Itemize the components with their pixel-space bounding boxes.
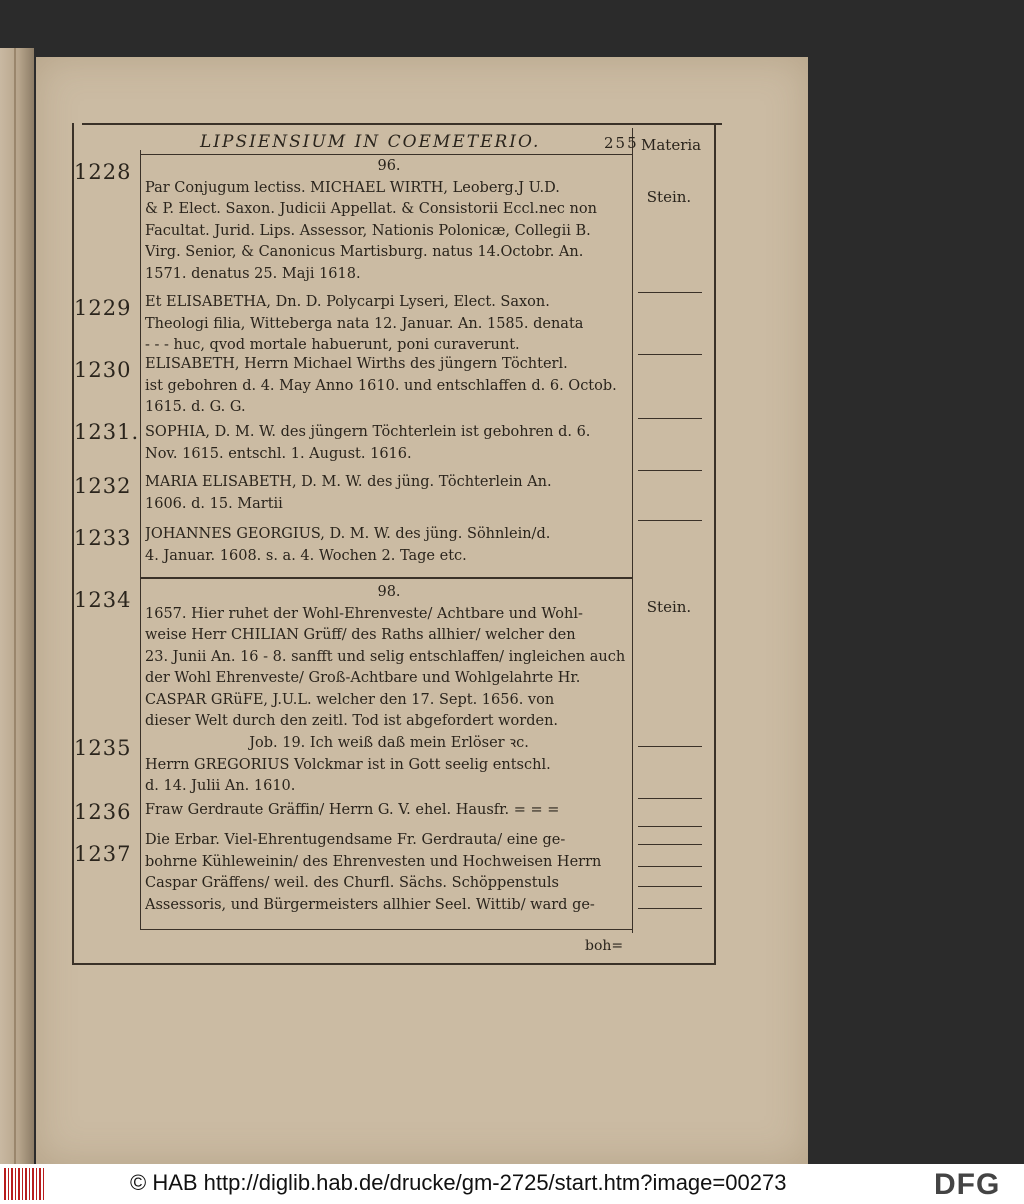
entry-number: 1230	[74, 358, 132, 382]
entry-line: Assessoris, und Bürgermeisters allhier Seel. Wittib/ ward ge-	[145, 896, 595, 913]
entry-line: JOHANNES GEORGIUS, D. M. W. des jüng. Söhnlein/d.	[145, 526, 551, 542]
text-bottom-rule	[140, 929, 632, 930]
dfg-logo: DFG	[934, 1168, 1001, 1201]
materia-separator	[638, 520, 702, 521]
running-header	[200, 74, 640, 152]
materia-separator	[638, 844, 702, 845]
text-column-left-rule	[140, 150, 141, 930]
entry-line: Theologi filia, Witteberga nata 12. Januar. An. 1585. denata	[145, 315, 584, 332]
section-number: 96.	[377, 158, 401, 174]
entry-text	[145, 800, 633, 822]
entry-line: & P. Elect. Saxon. Judicii Appellat. & Consistorii Eccl.nec non	[145, 201, 597, 217]
entry-number: 1232	[74, 474, 132, 498]
entry-text	[145, 292, 633, 357]
entry-line: Et ELISABETHA, Dn. D. Polycarpi Lyseri, Elect. Saxon.	[145, 294, 550, 310]
entry-text	[145, 733, 633, 798]
header-title: LIPSIENSIUM IN COEMETERIO.	[200, 132, 541, 152]
entry-text	[145, 472, 633, 515]
materia-separator	[638, 418, 702, 419]
entry-number: 1235	[74, 736, 132, 760]
materia-separator	[638, 746, 702, 747]
entry-line: Fraw Gerdraute Gräffin/ Herrn G. V. ehel. Hausfr. = = =	[145, 802, 560, 818]
entry-line: MARIA ELISABETH, D. M. W. des jüng. Töchterlein An.	[145, 474, 552, 490]
entry-line: SOPHIA, D. M. W. des jüngern Töchterlein ist gebohren d. 6.	[145, 424, 591, 440]
entry-line: ist gebohren d. 4. May Anno 1610. und entschlaffen d. 6. Octob.	[145, 377, 617, 394]
entry-line: d. 14. Julii An. 1610.	[145, 778, 296, 794]
entry-text	[145, 582, 633, 733]
entry-number: 1233	[74, 526, 132, 550]
section-divider	[140, 577, 632, 579]
source-credit-link[interactable]: © HAB http://diglib.hab.de/drucke/gm-2725/start.htm?image=00273	[130, 1170, 787, 1195]
entry-line: dieser Welt durch den zeitl. Tod ist abgefordert worden.	[145, 713, 559, 729]
entry-number: 1231.	[74, 420, 140, 444]
section-number: 98.	[377, 584, 401, 600]
material-label: Stein.	[646, 188, 692, 206]
entry-line: CASPAR GRüFE, J.U.L. welcher den 17. Sept. 1656. von	[145, 691, 555, 708]
page-number: 255	[604, 134, 639, 152]
header-underline	[140, 154, 632, 155]
entry-line: Nov. 1615. entschl. 1. August. 1616.	[145, 445, 412, 462]
entry-line: 1615. d. G. G.	[145, 399, 246, 415]
entry-number: 1229	[74, 296, 132, 320]
entry-line: - - - huc, qvod mortale habuerunt, poni curaverunt.	[145, 337, 520, 353]
entry-text	[145, 354, 633, 419]
section-verse: Job. 19. Ich weiß daß mein Erlöser ꝛc.	[249, 735, 529, 751]
frame-right-rule	[714, 123, 716, 965]
entry-text	[145, 156, 633, 285]
material-label: Stein.	[646, 598, 692, 616]
materia-separator	[638, 886, 702, 887]
entry-line: bohrne Kühleweinin/ des Ehrenvesten und Hochweisen Herrn	[145, 853, 602, 870]
entry-line: Herrn GREGORIUS Volckmar ist in Gott seelig entschl.	[145, 756, 551, 773]
entry-line: Caspar Gräffens/ weil. des Churfl. Sächs. Schöppenstuls	[145, 875, 559, 891]
entry-line: Facultat. Jurid. Lips. Assessor, Nationis Polonicæ, Collegii B.	[145, 222, 591, 239]
previous-page-edge	[0, 48, 34, 1164]
library-barcode-icon	[4, 1168, 46, 1200]
entry-line: der Wohl Ehrenveste/ Groß-Achtbare und Wohlgelahrte Hr.	[145, 670, 581, 686]
frame-bottom-rule	[72, 963, 716, 965]
entry-text	[145, 830, 633, 916]
materia-separator	[638, 798, 702, 799]
entry-line: ELISABETH, Herrn Michael Wirths des jüngern Töchterl.	[145, 356, 568, 372]
catchword: boh=	[585, 938, 624, 954]
materia-separator	[638, 866, 702, 867]
entry-line: Virg. Senior, & Canonicus Martisburg. natus 14.Octobr. An.	[145, 244, 584, 260]
entry-text	[145, 422, 633, 465]
entry-line: weise Herr CHILIAN Grüff/ des Raths allhier/ welcher den	[145, 627, 576, 643]
entry-line: Die Erbar. Viel-Ehrentugendsame Fr. Gerdrauta/ eine ge-	[145, 832, 566, 848]
entry-line: Par Conjugum lectiss. MICHAEL WIRTH, Leoberg.J U.D.	[145, 179, 560, 196]
entry-line: 23. Junii An. 16 - 8. sanfft und selig entschlaffen/ ingleichen auch	[145, 648, 626, 665]
entry-line: 4. Januar. 1608. s. a. 4. Wochen 2. Tage etc.	[145, 547, 467, 564]
materia-separator	[638, 354, 702, 355]
viewer-footer	[0, 1164, 1024, 1204]
materia-column-heading: Materia	[641, 136, 702, 154]
entry-line: 1571. denatus 25. Maji 1618.	[145, 265, 361, 282]
entry-number: 1237	[74, 842, 132, 866]
entry-line: 1657. Hier ruhet der Wohl-Ehrenveste/ Achtbare und Wohl-	[145, 605, 583, 622]
materia-separator	[638, 908, 702, 909]
entry-number: 1236	[74, 800, 132, 824]
entry-number: 1234	[74, 588, 132, 612]
materia-separator	[638, 292, 702, 293]
materia-separator	[638, 470, 702, 471]
entry-number: 1228	[74, 160, 132, 184]
entry-line: 1606. d. 15. Martii	[145, 495, 283, 512]
materia-separator	[638, 826, 702, 827]
entry-text	[145, 524, 633, 567]
